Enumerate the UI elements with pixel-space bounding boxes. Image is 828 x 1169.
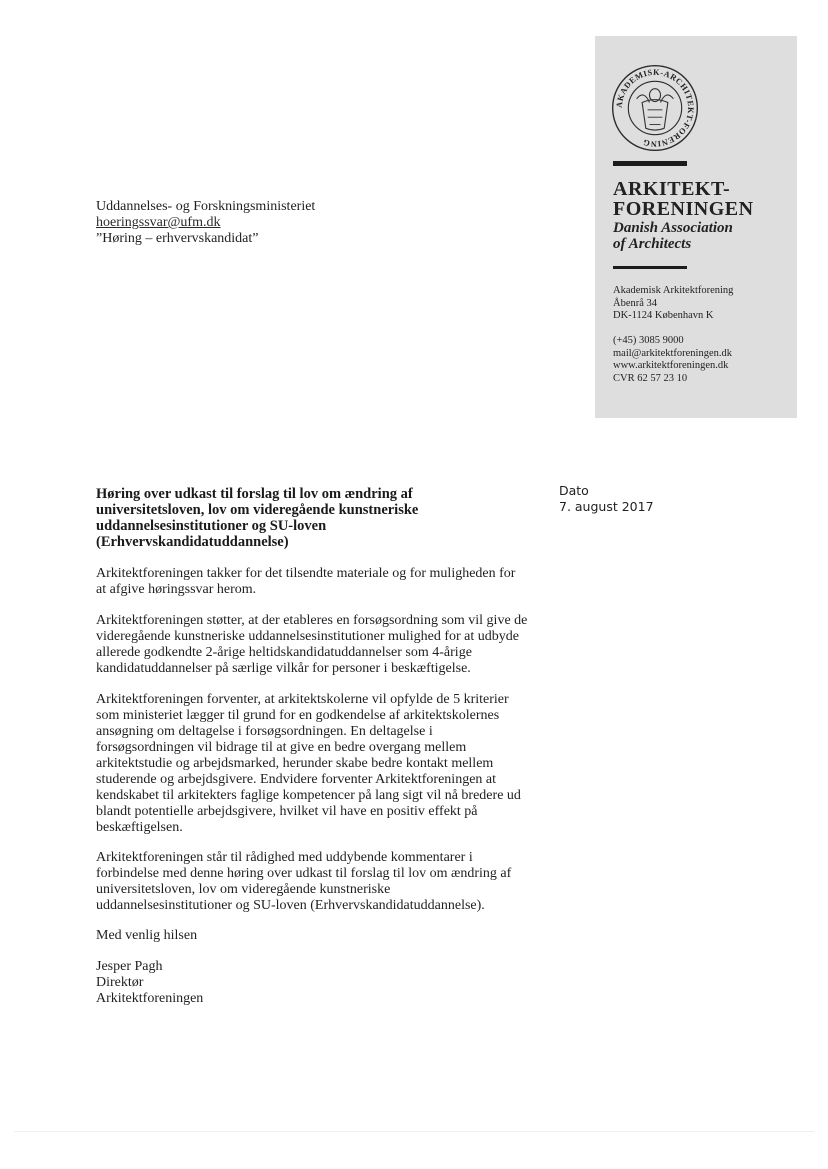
text-line: arkitektstudie og arbejdsmarked, herunder skabe bedre kontakt mellem — [96, 756, 494, 771]
recipient-block — [96, 199, 396, 247]
recipient-reference: ”Høring – erhvervskandidat” — [96, 231, 259, 246]
subject-line: Høring over udkast til forslag til lov om ændring af — [96, 486, 413, 502]
address-line: DK-1124 København K — [613, 310, 714, 321]
text-line: blandt potentielle arbejdsgivere, hvilket vil have en positiv effekt på — [96, 804, 478, 819]
seal-text: AKADEMISK-ARCHITEKT-FORENING — [614, 67, 696, 149]
text-line: forbindelse med denne høring over udkast til forslag til lov om ændring af — [96, 866, 512, 881]
organization-name — [613, 179, 754, 219]
date-block — [559, 483, 654, 515]
text-line: allerede godkendte 2-årige heltidskandidatuddannelser som 4-årige — [96, 645, 472, 660]
letter-subject — [96, 486, 496, 550]
paragraph-1 — [96, 566, 556, 598]
letterhead-divider-top — [613, 161, 687, 166]
text-line: uddannelsesinstitutioner og SU-loven (Erhvervskandidatuddannelse). — [96, 898, 485, 913]
organization-name-line-2: FORENINGEN — [613, 198, 754, 220]
subject-line: universitetsloven, lov om videregående kunstneriske — [96, 502, 419, 518]
paragraph-4 — [96, 850, 556, 914]
text-line: universitetsloven, lov om videregående kunstneriske — [96, 882, 391, 897]
text-line: kendskabet til arkitekters faglige kompetencer på lang sigt vil nå bredere ud — [96, 788, 521, 803]
contact-website-link[interactable]: www.arkitektforeningen.dk — [613, 360, 729, 371]
text-line: studerende og arbejdsgivere. Endvidere forventer Arkitektforeningen at — [96, 772, 497, 787]
signer-name: Jesper Pagh — [96, 959, 163, 974]
text-line: ansøgning om deltagelse i forsøgsordningen. En deltagelse i — [96, 724, 433, 739]
organization-subtitle-line-2: of Architects — [613, 236, 692, 252]
subject-line: uddannelsesinstitutioner og SU-loven — [96, 518, 327, 534]
organization-contact — [613, 335, 732, 385]
closing-text: Med venlig hilsen — [96, 928, 198, 943]
subject-line: (Erhvervskandidatuddannelse) — [96, 534, 289, 550]
organization-address — [613, 285, 733, 323]
organization-subtitle-line-1: Danish Association — [613, 220, 733, 236]
text-line: Arkitektforeningen forventer, at arkitektskolerne vil opfylde de 5 kriterier — [96, 692, 509, 707]
page-footer-divider — [14, 1131, 814, 1132]
signer-title: Direktør — [96, 975, 144, 990]
organization-name-line-1: ARKITEKT- — [613, 178, 731, 200]
association-seal-icon — [609, 62, 701, 154]
text-line: forsøgsordningen vil bidrage til at give en bedre overgang mellem — [96, 740, 467, 755]
text-line: beskæftigelsen. — [96, 820, 183, 835]
text-line: Arkitektforeningen støtter, at der etableres en forsøgsordning som vil give de — [96, 613, 528, 628]
paragraph-3 — [96, 692, 556, 836]
letterhead-panel — [595, 36, 797, 418]
closing-salutation — [96, 928, 556, 944]
paragraph-2 — [96, 613, 556, 677]
address-line: Åbenrå 34 — [613, 297, 658, 309]
text-line: Arkitektforeningen takker for det tilsendte materiale og for muligheden for — [96, 566, 516, 581]
svg-text:AKADEMISK-ARCHITEKT-FORENING — [615, 68, 696, 148]
recipient-email-link[interactable]: hoeringssvar@ufm.dk — [96, 215, 221, 230]
date-label: Dato — [559, 483, 589, 498]
address-line: Akademisk Arkitektforening — [613, 285, 734, 296]
signature-block — [96, 959, 556, 1007]
text-line: kandidatuddannelser på særlige vilkår for personer i beskæftigelse. — [96, 661, 471, 676]
recipient-name: Uddannelses- og Forskningsministeriet — [96, 199, 316, 214]
contact-phone: (+45) 3085 9000 — [613, 335, 684, 346]
contact-email-link[interactable]: mail@arkitektforeningen.dk — [613, 347, 733, 359]
text-line: at afgive høringssvar herom. — [96, 582, 257, 597]
signer-organization: Arkitektforeningen — [96, 991, 204, 1006]
text-line: Arkitektforeningen står til rådighed med uddybende kommentarer i — [96, 850, 473, 865]
text-line: videregående kunstneriske uddannelsesinstitutioner mulighed for at udbyde — [96, 629, 520, 644]
organization-subtitle — [613, 220, 733, 252]
date-value: 7. august 2017 — [559, 499, 654, 514]
text-line: som ministeriet lægger til grund for en godkendelse af arkitektskolernes — [96, 708, 500, 723]
letterhead-divider-bottom — [613, 266, 687, 269]
contact-cvr: CVR 62 57 23 10 — [613, 372, 688, 384]
